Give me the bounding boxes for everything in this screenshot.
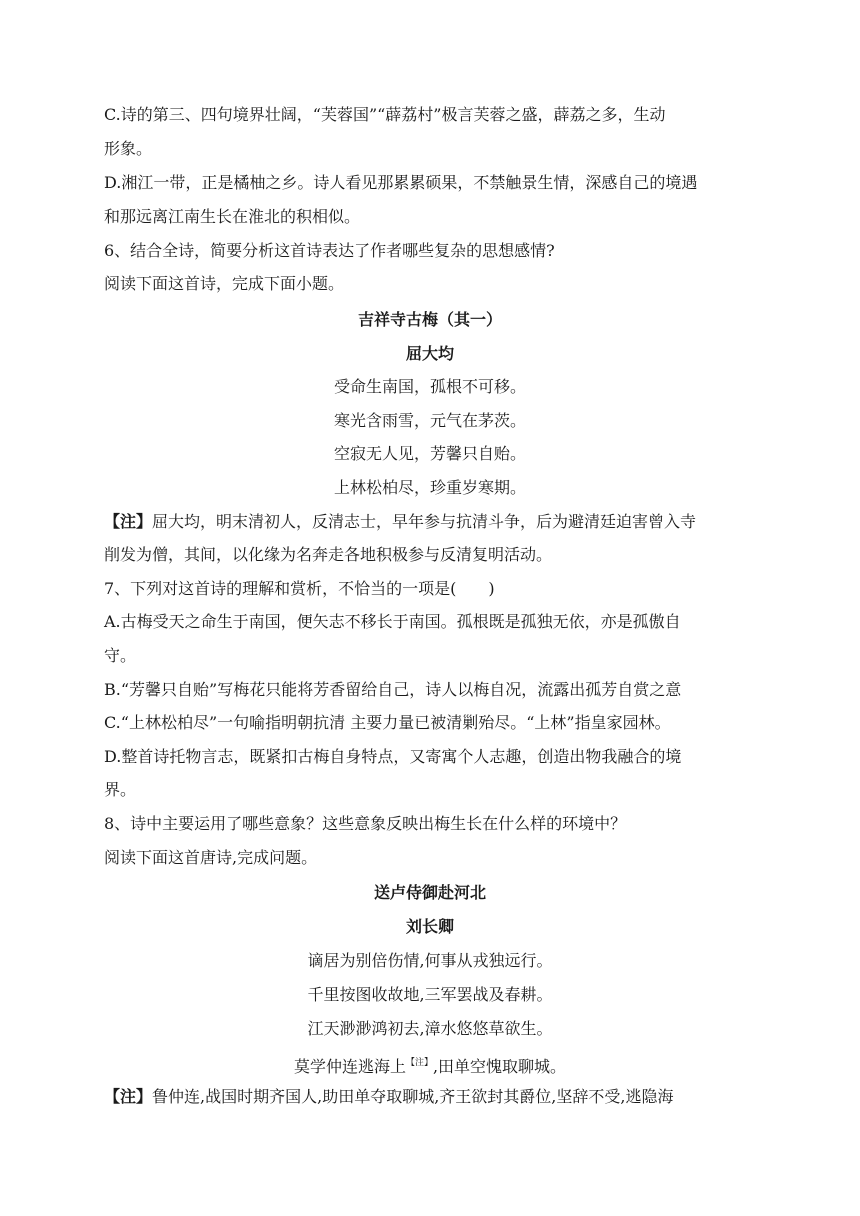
poem2-line — [0, 1052, 860, 1078]
option-d-line1: D.湘江一带，正是橘柚之乡。诗人看见那累累硕果，不禁触景生情，深感自己的境遇 — [104, 173, 698, 192]
q7-option-a-line1: A.古梅受天之命生于南国，便矢志不移长于南国。孤根既是孤独无依，亦是孤傲自 — [104, 612, 681, 631]
q7-option-d-line1: D.整首诗托物言志，既紧扣古梅自身特点，又寄寓个人志趣，创造出物我融合的境 — [104, 747, 682, 766]
note-label: 【注】 — [104, 1087, 153, 1106]
poem1-line: 上林松柏尽，珍重岁寒期。 — [333, 478, 526, 497]
note-text: 屈大均，明末清初人，反清志士，早年参与抗清斗争，后为避清廷迫害曾入寺 — [152, 512, 697, 531]
question-7: 7、下列对这首诗的理解和赏析，不恰当的一项是( ) — [104, 579, 495, 598]
poem2-line: 谪居为别倍伤情,何事从戎独远行。 — [307, 951, 553, 970]
note-label: 【注】 — [104, 512, 153, 531]
reading-instruction-1: 阅读下面这首诗，完成下面小题。 — [104, 274, 345, 293]
q7-option-c: C.“上林松柏尽”一句喻指明朝抗清 主要力量已被清剿殆尽。“上林”指皇家园林。 — [104, 713, 671, 732]
footnote-marker: 【注】 — [405, 1058, 433, 1068]
poem2-line4-part2: ,田单空愧取聊城。 — [432, 1057, 567, 1076]
question-6: 6、结合全诗，简要分析这首诗表达了作者哪些复杂的思想感情? — [104, 241, 555, 260]
poem2-title: 送卢侍御赴河北 — [373, 883, 486, 902]
poem1-title: 吉祥寺古梅（其一） — [357, 310, 502, 329]
q7-option-d-line2: 界。 — [104, 780, 137, 799]
q7-option-a-line2: 守。 — [104, 646, 137, 665]
poem2-line4-part1: 莫学仲连逃海上 — [293, 1057, 406, 1076]
poem2-line: 千里按图收故地,三军罢战及春耕。 — [307, 985, 553, 1004]
q7-option-b: B.“芳馨只自贻”写梅花只能将芳香留给自己，诗人以梅自况，流露出孤芳自赏之意 — [104, 680, 682, 699]
option-c-line2: 形象。 — [104, 139, 153, 158]
poem1-line: 受命生南国，孤根不可移。 — [333, 377, 526, 396]
poem1-line: 空寂无人见，芳馨只自贻。 — [333, 444, 526, 463]
poem1-author: 屈大均 — [405, 344, 454, 363]
option-d-line2: 和那远离江南生长在淮北的积相似。 — [104, 207, 361, 226]
reading-instruction-2: 阅读下面这首唐诗,完成问题。 — [104, 848, 318, 867]
poem2-author: 刘长卿 — [405, 917, 454, 936]
poem1-note-line2: 削发为僧，其间，以化缘为名奔走各地积极参与反清复明活动。 — [104, 545, 553, 564]
poem2-note-line1 — [104, 1086, 754, 1108]
question-8: 8、诗中主要运用了哪些意象？这些意象反映出梅生长在什么样的环境中？ — [104, 814, 627, 833]
poem2-line: 江天渺渺鸿初去,漳水悠悠草欲生。 — [307, 1019, 553, 1038]
option-c-line1: C.诗的第三、四句境界壮阔，“芙蓉国”“薜荔村”极言芙蓉之盛，薜荔之多，生动 — [104, 105, 666, 124]
note-text: 鲁仲连,战国时期齐国人,助田单夺取聊城,齐王欲封其爵位,坚辞不受,逃隐海 — [152, 1087, 674, 1106]
poem1-line: 寒光含雨雪，元气在茅茨。 — [333, 411, 526, 430]
poem1-note-line1 — [104, 511, 754, 533]
